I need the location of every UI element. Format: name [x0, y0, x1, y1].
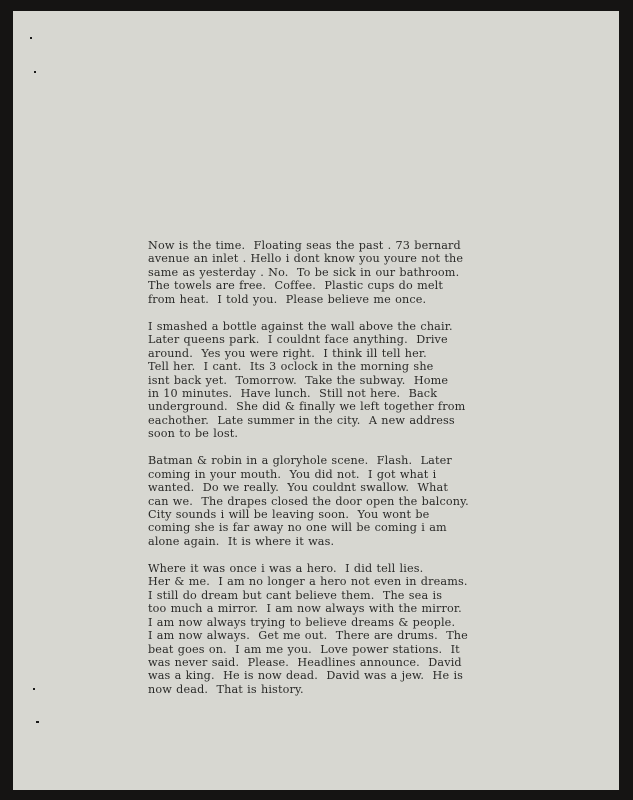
- text-line: Her & me. I am no longer a hero not even in dreams.: [148, 575, 468, 589]
- typewritten-text: [148, 239, 498, 710]
- text-line: coming in your mouth. You did not. I got what i: [148, 467, 437, 481]
- text-line: The towels are free. Coffee. Plastic cups do melt: [148, 279, 443, 293]
- text-line: avenue an inlet . Hello i dont know you youre not the: [148, 252, 464, 266]
- text-line: wanted. Do we really. You couldnt swallow. What: [148, 481, 448, 495]
- text-line: was never said. Please. Headlines announce. David: [148, 656, 462, 669]
- text-line: I am now always. Get me out. There are drums. The: [148, 629, 468, 643]
- margin-mark: [33, 688, 35, 690]
- text-line: around. Yes you were right. I think ill tell her.: [148, 346, 427, 360]
- text-line: beat goes on. I am me you. Love power stations. It: [148, 642, 460, 656]
- text-line: Tell her. I cant. Its 3 oclock in the morning she: [148, 360, 434, 374]
- text-line: underground. She did & finally we left together from: [148, 400, 466, 414]
- text-line: alone again. It is where it was.: [148, 534, 335, 548]
- text-line: from heat. I told you. Please believe me once.: [148, 292, 427, 306]
- text-line: can we. The drapes closed the door open the balcony.: [148, 494, 469, 508]
- text-line: Batman & robin in a gloryhole scene. Flash. Later: [148, 454, 452, 468]
- text-line: isnt back yet. Tomorrow. Take the subway. Home: [148, 373, 449, 387]
- text-line: I am now always trying to believe dreams & people.: [148, 615, 456, 629]
- text-line: I smashed a bottle against the wall above the chair.: [148, 319, 453, 333]
- text-line: now dead. That is history.: [148, 682, 304, 696]
- text-line: was a king. He is now dead. David was a jew. He is: [148, 669, 464, 683]
- text-line: I still do dream but cant believe them. The sea is: [148, 588, 443, 602]
- paragraph-4: [148, 562, 498, 697]
- text-line: City sounds i will be leaving soon. You wont be: [148, 508, 430, 522]
- paper-page: [13, 11, 619, 790]
- text-line: coming she is far away no one will be coming i am: [148, 521, 447, 535]
- text-line: in 10 minutes. Have lunch. Still not here. Back: [148, 386, 438, 400]
- text-line: same as yesterday . No. To be sick in our bathroom.: [148, 265, 460, 279]
- text-line: too much a mirror. I am now always with the mirror.: [148, 602, 462, 616]
- text-line: Where it was once i was a hero. I did tell lies.: [148, 561, 424, 575]
- paragraph-3: [148, 454, 498, 548]
- text-line: eachother. Late summer in the city. A new address: [148, 413, 455, 427]
- paragraph-1: [148, 239, 498, 306]
- margin-mark: [30, 37, 32, 39]
- text-line: Now is the time. Floating seas the past . 73 bernard: [148, 239, 461, 252]
- margin-mark: [34, 71, 36, 73]
- text-line: Later queens park. I couldnt face anything. Drive: [148, 333, 448, 347]
- text-line: soon to be lost.: [148, 427, 239, 441]
- margin-mark: [36, 721, 39, 723]
- paragraph-2: [148, 320, 498, 441]
